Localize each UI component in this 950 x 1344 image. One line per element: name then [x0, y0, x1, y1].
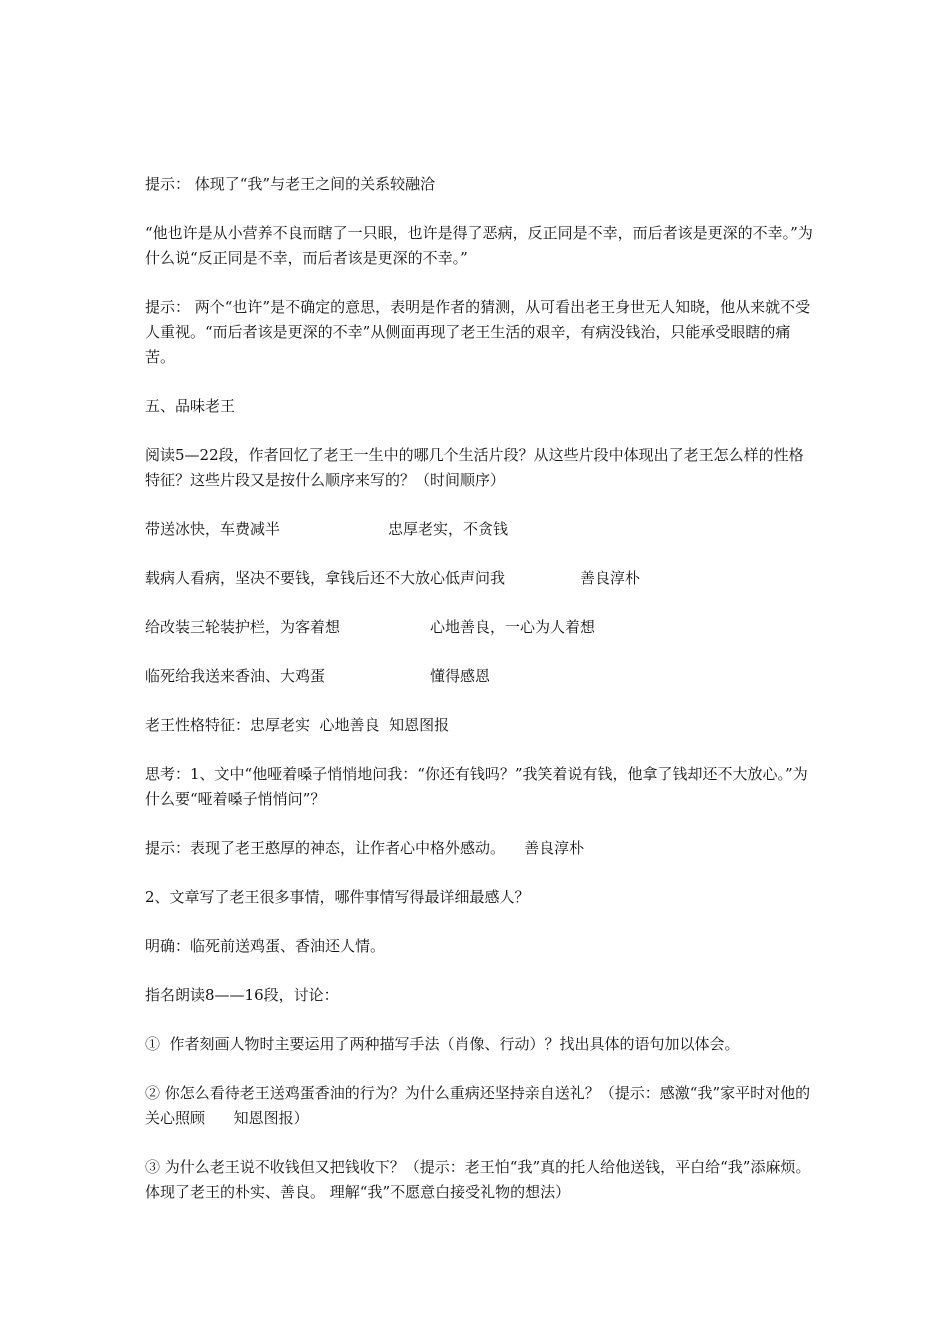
- trait-row: [145, 664, 817, 689]
- trait-row: [145, 566, 817, 591]
- discussion-item-1: ① 作者刻画人物时主要运用了两种描写手法（肖像、行动）？找出具体的语句加以体会。: [145, 1035, 740, 1053]
- think-question-2: 2、文章写了老王很多事情，哪件事情写得最详细最感人？: [145, 888, 530, 906]
- trait-text: 忠厚老实，不贪钱: [388, 520, 509, 538]
- trait-row: [145, 615, 817, 640]
- trait-text: 心地善良，一心为人着想: [430, 618, 596, 636]
- trait-text: 善良淳朴: [580, 569, 641, 587]
- discussion-item-2: ② 你怎么看待老王送鸡蛋香油的行为？为什么重病还坚持亲自送礼？（提示：感激“我”家平时对他的关心照顾 知恩图报）: [145, 1084, 811, 1127]
- hint-answer-1: 提示：表现了老王憨厚的神态，让作者心中格外感动。 善良淳朴: [145, 839, 585, 857]
- reading-instruction: 指名朗读8——16段，讨论：: [145, 986, 339, 1004]
- reading-question: 阅读5—22段，作者回忆了老王一生中的哪几个生活片段？从这些片段中体现出了老王怎么样的性格特征？这些片段又是按什么顺序来写的？（时间顺序）: [145, 446, 804, 489]
- discussion-item-3: ③ 为什么老王说不收钱但又把钱收下？（提示：老王怕“我”真的托人给他送钱，平白给“我”添麻烦。体现了老王的朴实、善良。 理解“我”不愿意白接受礼物的想法）: [145, 1158, 811, 1201]
- trait-text: 懂得感恩: [430, 667, 491, 685]
- question-misfortune: “他也许是从小营养不良而瞎了一只眼，也许是得了恶病，反正同是不幸，而后者该是更深的不幸。”为什么说“反正同是不幸，而后者该是更深的不幸。”: [145, 224, 813, 267]
- section-heading: 五、品味老王: [145, 397, 236, 415]
- trait-row: [145, 517, 817, 542]
- clarify-answer: 明确：临死前送鸡蛋、香油还人情。: [145, 937, 386, 955]
- event-text: 给改装三轮装护栏，为客着想: [145, 618, 341, 636]
- event-text: 载病人看病，坚决不要钱，拿钱后还不大放心低声问我: [145, 569, 506, 587]
- hint-misfortune: 提示： 两个“也许”是不确定的意思，表明是作者的猜测，从可看出老王身世无人知晓，他从来就不受人重视。“而后者该是更深的不幸”从侧面再现了老王生活的艰辛，有病没钱治，只能承受眼瞎的痛苦。: [145, 298, 811, 366]
- document-body: [145, 172, 817, 1229]
- event-text: 临死给我送来香油、大鸡蛋: [145, 667, 326, 685]
- character-summary: 老王性格特征：忠厚老实 心地善良 知恩图报: [145, 716, 450, 734]
- think-question-1: 思考：1、文中“他哑着嗓子悄悄地问我：“你还有钱吗？”我笑着说有钱，他拿了钱却还不大放心。”为什么要“哑着嗓子悄悄问”？: [145, 765, 808, 808]
- hint-relationship: 提示： 体现了“我”与老王之间的关系较融洽: [145, 175, 436, 193]
- event-text: 带送冰快，车费减半: [145, 520, 281, 538]
